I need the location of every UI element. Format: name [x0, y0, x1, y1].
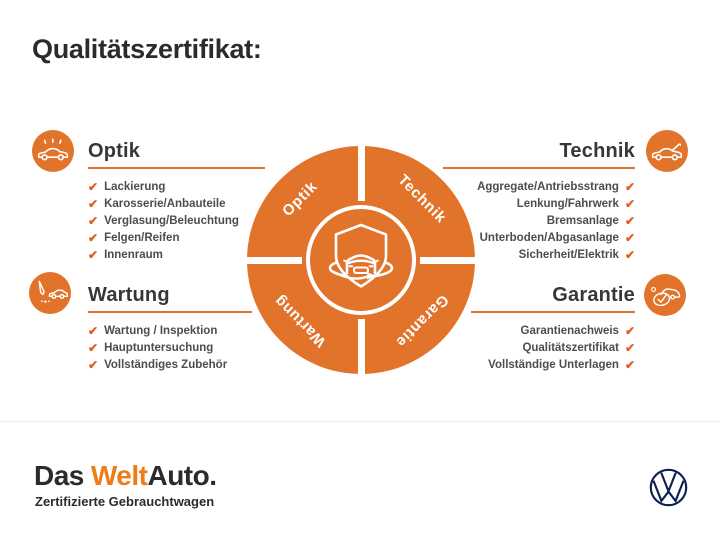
list-item-label: Qualitätszertifikat	[522, 341, 619, 354]
optik-heading: Optik	[88, 140, 265, 169]
wheel-separator	[358, 146, 365, 201]
wheel-separator	[420, 257, 475, 264]
list-item-label: Vollständige Unterlagen	[488, 358, 619, 371]
list-item-label: Aggregate/Antriebsstrang	[477, 180, 619, 193]
footer-divider	[0, 421, 720, 422]
check-icon: ✔	[624, 213, 635, 228]
optik-section-icon	[32, 130, 74, 172]
list-item-label: Wartung / Inspektion	[104, 324, 218, 337]
list-item-label: Vollständiges Zubehör	[104, 358, 228, 371]
quality-wheel-diagram	[247, 146, 475, 374]
list-item-label: Felgen/Reifen	[104, 231, 180, 244]
optik-section	[88, 140, 265, 263]
list-item-label: Verglasung/Beleuchtung	[104, 214, 239, 227]
car-check-icon	[644, 274, 686, 316]
wheel-label-optik: Optik	[279, 178, 321, 220]
check-icon: ✔	[624, 323, 635, 338]
list-item-label: Karosserie/Anbauteile	[104, 197, 226, 210]
list-item	[88, 195, 265, 212]
check-icon: ✔	[88, 323, 99, 338]
wartung-heading: Wartung	[88, 284, 252, 313]
wartung-section	[88, 284, 252, 373]
check-icon: ✔	[88, 179, 99, 194]
brand-tagline: Zertifizierte Gebrauchtwagen	[35, 494, 215, 509]
list-item-label: Lackierung	[104, 180, 166, 193]
list-item	[471, 339, 635, 356]
das-weltauto-logo	[34, 460, 217, 492]
optik-list	[88, 178, 265, 263]
technik-section-icon	[646, 130, 688, 172]
list-item-label: Bremsanlage	[546, 214, 619, 227]
list-item	[471, 356, 635, 373]
garantie-list	[471, 322, 635, 373]
wheel-label-technik: Technik	[394, 171, 450, 227]
garantie-section-icon	[644, 274, 686, 316]
wartung-section-icon	[29, 272, 71, 314]
list-item-label: Innenraum	[104, 248, 163, 261]
wheel-separator	[358, 319, 365, 374]
page-title: Qualitätszertifikat:	[32, 34, 262, 64]
list-item-label: Hauptuntersuchung	[104, 341, 214, 354]
list-item	[88, 212, 265, 229]
check-icon: ✔	[88, 357, 99, 372]
check-icon: ✔	[624, 247, 635, 262]
wheel-label-garantie: Garantie	[392, 291, 452, 351]
list-item	[88, 356, 252, 373]
vw-logo-icon	[648, 467, 689, 508]
list-item	[88, 229, 265, 246]
wartung-list	[88, 322, 252, 373]
garantie-section	[471, 284, 635, 373]
car-open-hood-icon	[646, 130, 688, 172]
check-icon: ✔	[624, 179, 635, 194]
check-icon: ✔	[624, 357, 635, 372]
list-item-label: Unterboden/Abgasanlage	[479, 231, 619, 244]
list-item-label: Garantienachweis	[520, 324, 619, 337]
wheel-label-wartung: Wartung	[270, 291, 330, 351]
check-icon: ✔	[624, 230, 635, 245]
brand-welt: Welt	[90, 460, 148, 491]
list-item	[88, 178, 265, 195]
check-icon: ✔	[624, 196, 635, 211]
list-item	[471, 322, 635, 339]
shield-car-icon	[313, 212, 409, 308]
list-item	[88, 322, 252, 339]
car-shine-icon	[32, 130, 74, 172]
list-item	[88, 246, 265, 263]
wheel-separator	[247, 257, 302, 264]
check-icon: ✔	[88, 230, 99, 245]
check-icon: ✔	[88, 340, 99, 355]
brand-das: Das	[34, 460, 84, 491]
check-icon: ✔	[88, 247, 99, 262]
garantie-heading: Garantie	[471, 284, 635, 313]
check-icon: ✔	[88, 196, 99, 211]
technik-heading: Technik	[443, 140, 635, 169]
brand-auto: Auto.	[147, 460, 217, 491]
list-item-label: Sicherheit/Elektrik	[518, 248, 619, 261]
list-item-label: Lenkung/Fahrwerk	[516, 197, 619, 210]
list-item	[88, 339, 252, 356]
pencil-car-icon	[29, 272, 71, 314]
check-icon: ✔	[88, 213, 99, 228]
check-icon: ✔	[624, 340, 635, 355]
